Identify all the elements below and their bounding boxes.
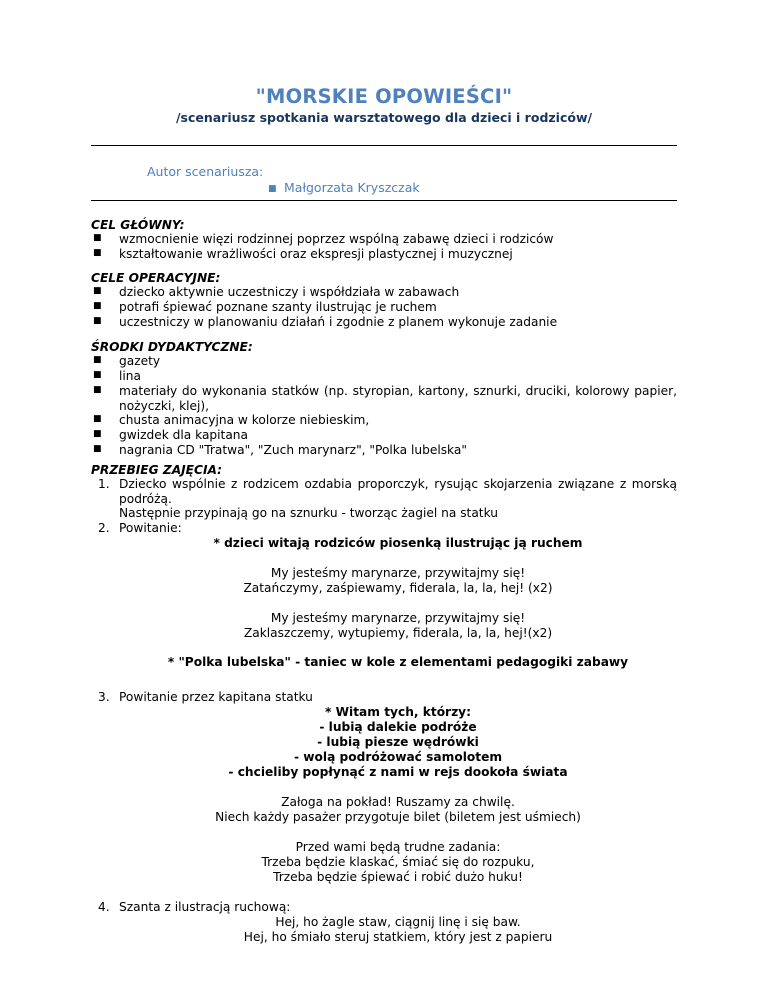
author-name-item <box>268 180 420 195</box>
captain-line: * Witam tych, którzy: <box>324 705 471 720</box>
document-title: "MORSKIE OPOWIEŚCI" <box>255 85 513 108</box>
section-lesson-course <box>91 463 677 945</box>
step-text: Powitanie przez kapitana statku <box>119 690 313 705</box>
greeting-instruction: * dzieci witają rodziców piosenką ilustrując ją ruchem <box>213 536 583 551</box>
song-line: Zaklaszczemy, wytupiemy, fiderala, la, la, hej!(x2) <box>243 626 553 641</box>
section-main-goal <box>91 218 677 262</box>
author-label: Autor scenariusza: <box>147 164 264 179</box>
square-bullet-icon: ■ <box>93 444 102 455</box>
crew-line: Załoga na pokład! Ruszamy za chwilę. <box>281 795 515 810</box>
step-2-content <box>91 536 677 670</box>
document-subtitle: /scenariusz spotkania warsztatowego dla dzieci i rodziców/ <box>175 110 593 125</box>
square-bullet-icon: ■ <box>93 370 102 380</box>
list-item: ■ gazety <box>93 354 161 368</box>
crew-line: Niech każdy pasażer przygotuje bilet (biletem jest uśmiech) <box>215 810 581 825</box>
bottom-divider <box>91 200 677 201</box>
step-text: Powitanie: <box>119 521 182 536</box>
square-bullet-icon: ■ <box>93 429 102 440</box>
step-text: Szanta z ilustracją ruchową: <box>119 900 291 915</box>
task-line: Trzeba będzie śpiewać i robić dużo huku! <box>273 870 523 885</box>
operational-goal-list <box>91 285 677 330</box>
captain-line: - wolą podróżować samolotem <box>293 750 503 765</box>
section-heading: ŚRODKI DYDAKTYCZNE: <box>91 340 253 354</box>
captain-line: - chcieliby popłynąć z nami w rejs dookoła świata <box>228 765 568 780</box>
section-heading: PRZEBIEG ZAJĘCIA: <box>91 463 223 477</box>
square-bullet-icon: ■ <box>93 414 102 425</box>
steps-list <box>91 477 677 536</box>
square-bullet-icon: ■ <box>93 301 102 311</box>
step-number: 1. <box>98 477 110 491</box>
steps-list <box>91 690 677 705</box>
square-bullet-icon: ■ <box>93 316 102 326</box>
captain-line: - lubią piesze wędrówki <box>317 735 479 750</box>
shanty-line: Hej, ho śmiało steruj statkiem, który jest z papieru <box>243 930 553 945</box>
square-bullet-icon: ■ <box>93 385 102 395</box>
song-line: Zatańczymy, zaśpiewamy, fiderala, la, la, hej! (x2) <box>243 581 553 596</box>
list-item: ■ gwizdek dla kapitana <box>93 428 248 443</box>
square-bullet-icon: ■ <box>93 248 102 258</box>
list-item: ■ potrafi śpiewać poznane szanty ilustrując je ruchem <box>93 300 437 314</box>
song-line: My jesteśmy marynarze, przywitajmy się! <box>270 611 526 626</box>
task-line: Trzeba będzie klaskać, śmiać się do rozpuku, <box>261 855 535 870</box>
shanty-line: Hej, ho żagle staw, ciągnij linę i się baw. <box>275 915 521 930</box>
step-2 <box>91 521 677 536</box>
step-text: Następnie przypinają go na sznurku - tworząc żagiel na statku <box>119 506 498 521</box>
list-item: ■ chusta animacyjna w kolorze niebieskim, <box>93 413 370 428</box>
step-3 <box>91 690 677 705</box>
teaching-aids-list <box>91 354 677 458</box>
square-bullet-icon: ■ <box>93 286 102 296</box>
list-item: ■ nagrania CD "Tratwa", "Zuch marynarz", "Polka lubelska" <box>93 443 467 458</box>
step-number: 4. <box>98 900 110 915</box>
step-4 <box>91 900 677 915</box>
section-teaching-aids <box>91 340 677 458</box>
list-item: ■ dziecko aktywnie uczestniczy i współdziała w zabawach <box>93 285 460 299</box>
section-operational-goals <box>91 271 677 330</box>
step-4-content <box>91 915 677 945</box>
square-bullet-icon: ■ <box>93 355 102 365</box>
section-heading: CEL GŁÓWNY: <box>91 218 185 232</box>
square-bullet-icon: ■ <box>93 233 102 243</box>
goal-list <box>91 232 677 262</box>
captain-line: - lubią dalekie podróże <box>319 720 477 735</box>
song-line: My jesteśmy marynarze, przywitajmy się! <box>270 566 526 581</box>
square-bullet-icon: ■ <box>268 184 277 194</box>
steps-list <box>91 900 677 915</box>
section-heading: CELE OPERACYJNE: <box>91 271 221 285</box>
list-item: ■ kształtowanie wrażliwości oraz ekspresji plastycznej i muzycznej <box>93 247 513 261</box>
list-item: ■ wzmocnienie więzi rodzinnej poprzez wspólną zabawę dzieci i rodziców <box>93 232 554 246</box>
task-line: Przed wami będą trudne zadania: <box>295 840 501 855</box>
list-item: ■ materiały do wykonania statków (np. styropian, kartony, sznurki, druciki, kolorowy papier, nożyczki, klej), <box>93 384 677 413</box>
step-3-content <box>91 705 677 885</box>
step-text: Dziecko wspólnie z rodzicem ozdabia proporczyk, rysując skojarzenia związane z morską podróżą. <box>119 477 677 506</box>
step-number: 3. <box>98 690 110 705</box>
list-item: ■ lina <box>93 369 141 383</box>
step-number: 2. <box>98 521 110 536</box>
step-1 <box>91 477 677 521</box>
list-item: ■ uczestniczy w planowaniu działań i zgodnie z planem wykonuje zadanie <box>93 315 558 329</box>
polka-instruction: * "Polka lubelska" - taniec w kole z elementami pedagogiki zabawy <box>167 655 629 670</box>
top-divider <box>91 145 677 146</box>
author-name: Małgorzata Kryszczak <box>284 180 420 195</box>
